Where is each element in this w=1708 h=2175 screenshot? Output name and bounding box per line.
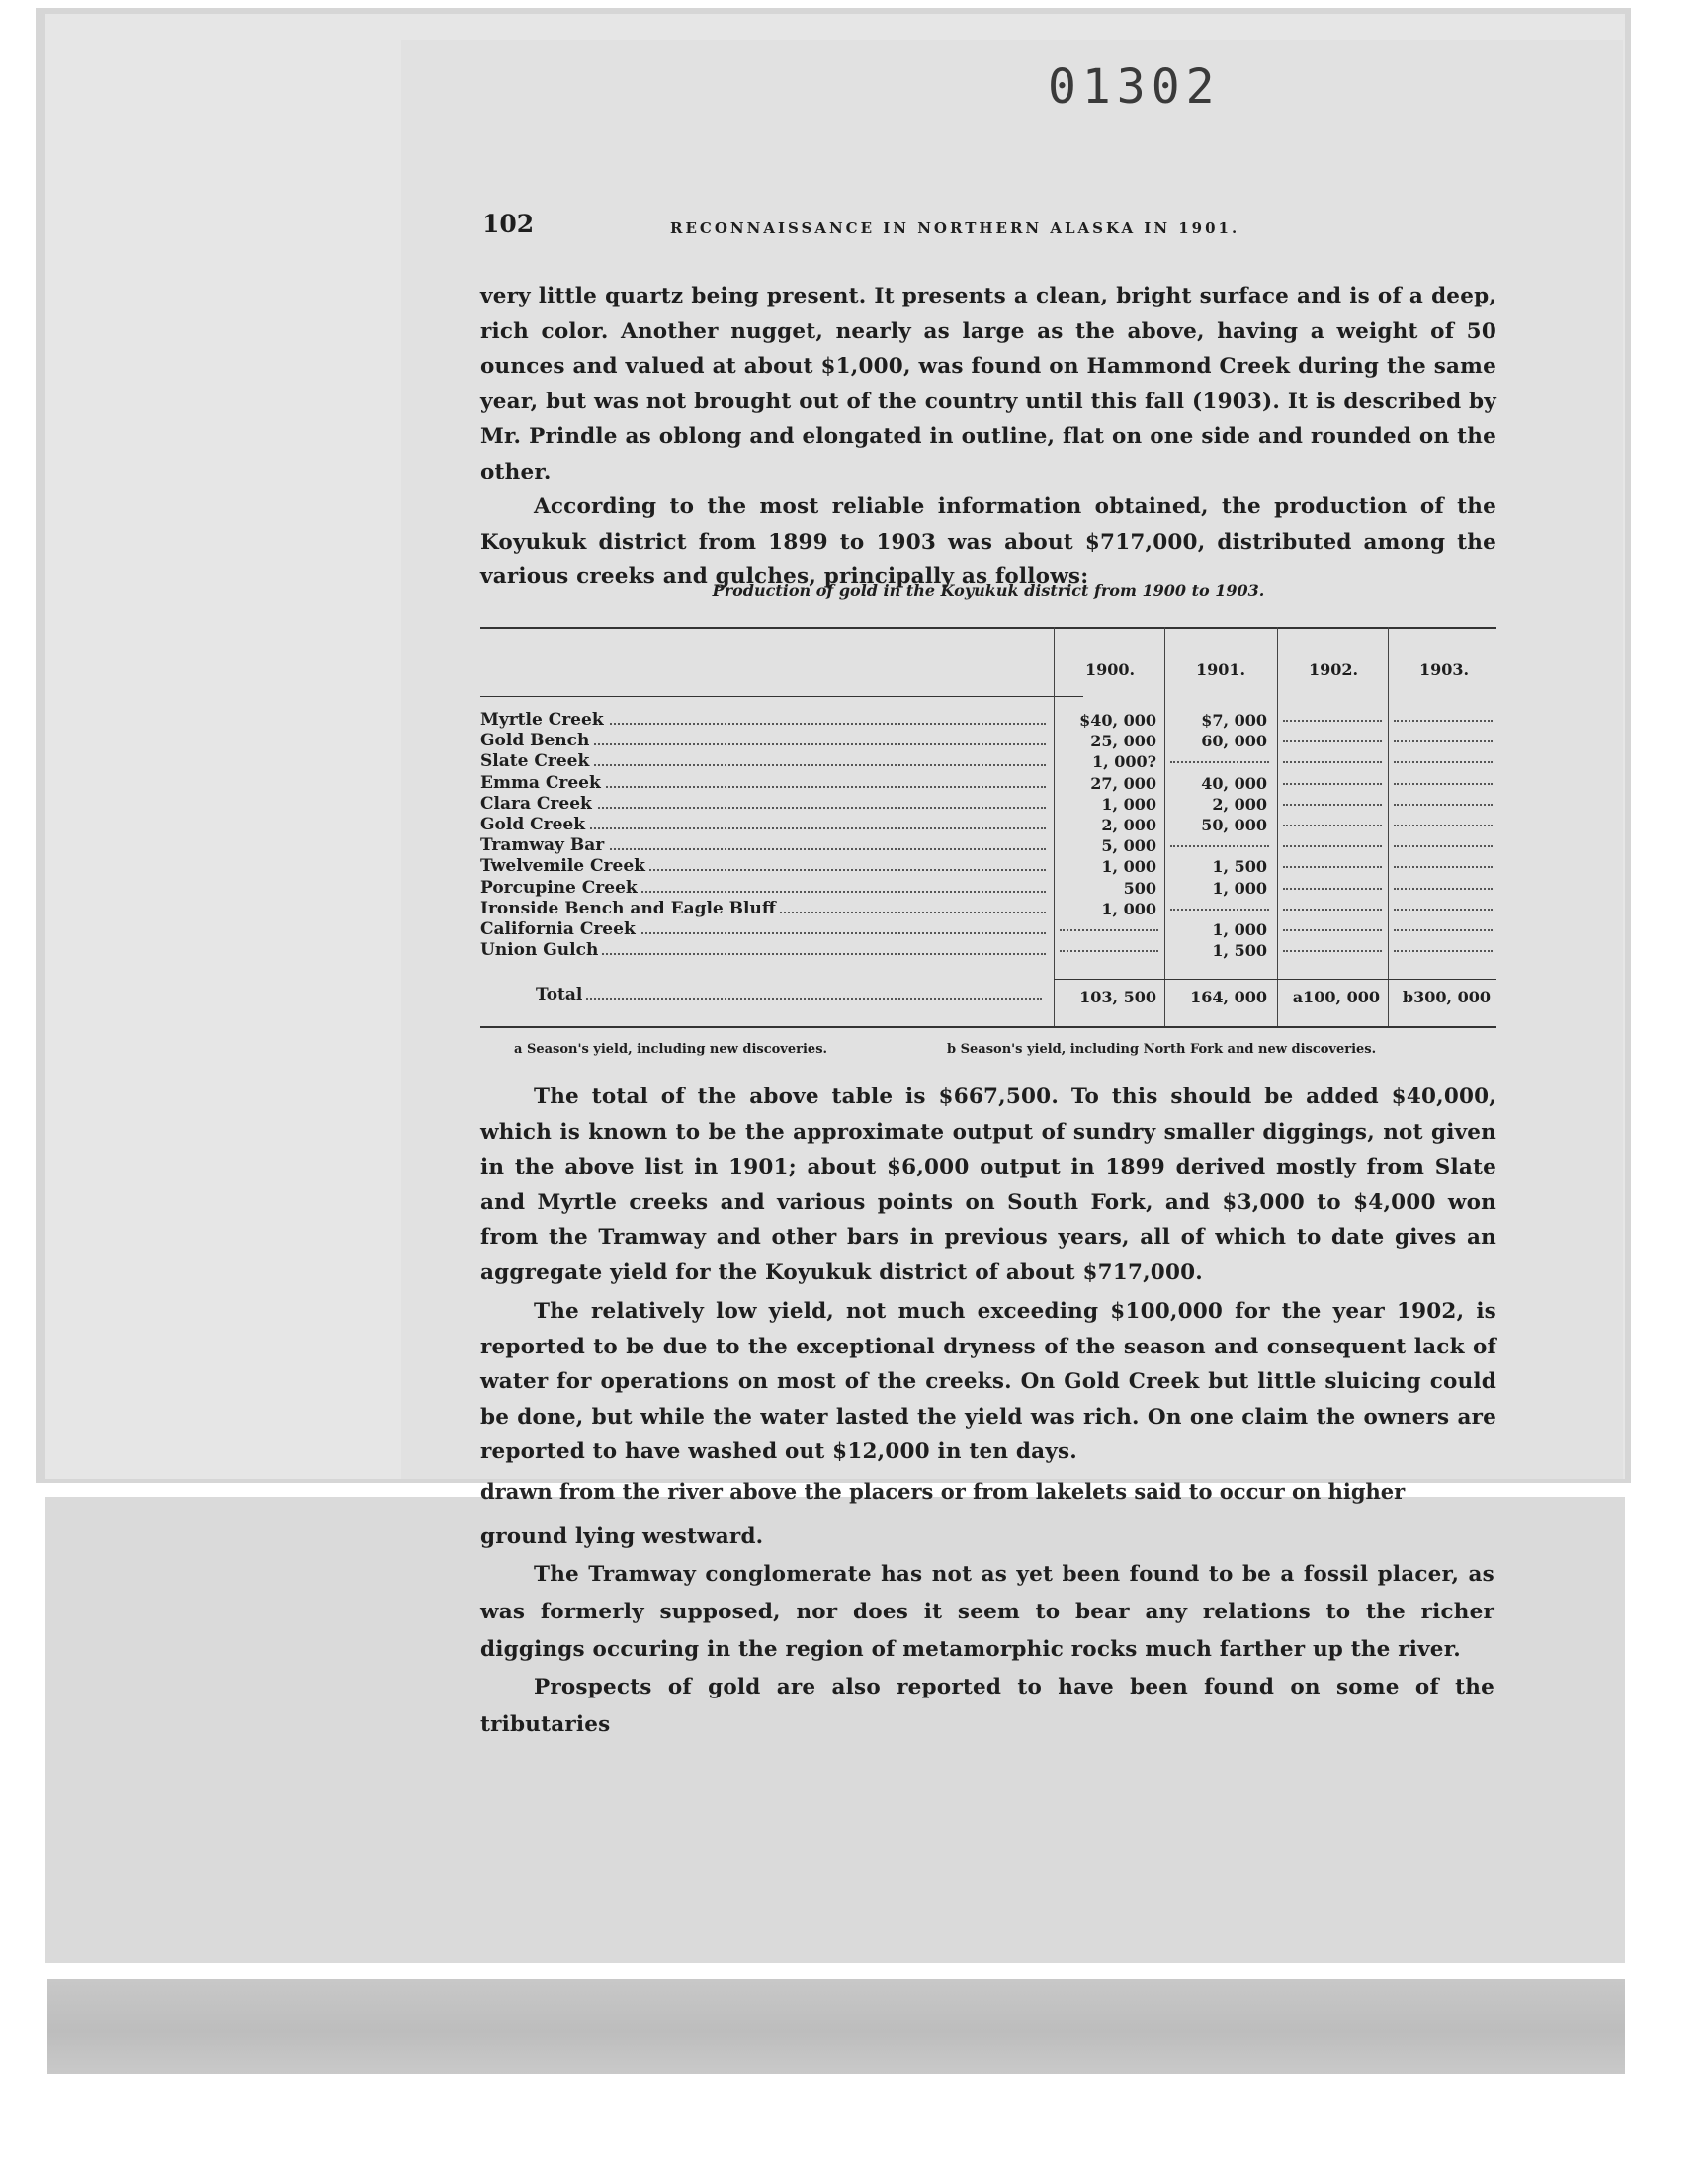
table-rule [480,1026,1496,1028]
table-cell: $40, 000 [1079,711,1156,730]
row-label-text: California Creek [480,919,640,939]
table-row-label [480,878,1054,899]
table-cell [1283,815,1382,826]
row-label-text: Emma Creek [480,773,605,793]
table-cell: 5, 000 [1101,836,1156,856]
table-cell: 1, 000 [1212,920,1267,939]
footnote-a: a Season's yield, including new discoveries. [514,1042,828,1057]
table-cell: 27, 000 [1090,773,1156,793]
table-cell: 1, 000? [1091,752,1156,772]
table-cell [1170,899,1269,911]
body-text-middle [480,1080,1496,1470]
column-header: 1902. [1308,660,1359,679]
table-row-label [480,919,1054,940]
table-cell: 2, 000 [1101,816,1156,834]
table-cell [1283,731,1382,742]
body-text-bottom [480,1519,1494,1744]
table-cell [1060,940,1158,952]
cropped-line [480,1479,1479,1513]
table-cell [1394,856,1493,868]
table-row-label [480,731,1054,751]
table-cell: 60, 000 [1201,732,1267,751]
table-row-label [480,710,1054,731]
column-header: 1901. [1195,660,1246,679]
table-cell [1283,940,1382,952]
page-edge [47,1979,1625,2074]
row-label-text: Slate Creek [480,751,593,771]
table-cell [1283,919,1382,931]
column-header: 1903. [1418,660,1470,679]
table-cell: 2, 000 [1212,794,1267,814]
row-label-text: Gold Creek [480,815,589,834]
table-cell [1283,878,1382,890]
table-cell [1394,899,1493,911]
table-cell: 1, 500 [1212,857,1267,877]
footnote-b: b Season's yield, including North Fork and new discoveries. [947,1042,1377,1057]
row-label-text: Ironside Bench and Eagle Bluff [480,899,780,918]
running-title: RECONNAISSANCE IN NORTHERN ALASKA IN 1901. [670,219,1240,237]
total-1900: 103, 500 [1079,988,1156,1006]
table-cell: 1, 000 [1101,857,1156,877]
paragraph: ground lying westward. [480,1524,764,1549]
table-cell: 1, 000 [1101,794,1156,814]
table-cell [1394,710,1493,722]
paragraph: According to the most reliable information obtained, the production of the Koyukuk district from 1899 to 1903 was about $717,000, distributed among the various creeks and gulches, principally as follows: [480,494,1496,589]
row-label-text: Clara Creek [480,794,596,814]
table-rule [480,627,1496,629]
table-row-label [480,751,1054,772]
table-row-label [480,856,1054,877]
table-caption: Production of gold in the Koyukuk district from 1900 to 1903. [712,581,1265,600]
table-row-label [480,835,1054,856]
table-cell [1394,835,1493,847]
paragraph: The relatively low yield, not much exceeding $100,000 for the year 1902, is reported to be due to the exceptional dryness of the season and consequent lack of water for operations on most of the creeks. On Gold Creek but little sluicing could be done, but while the water lasted the yield was rich. On one claim the owners are reported to have washed out $12,000 in ten days. [480,1299,1496,1464]
column-rule [1277,627,1278,1026]
table-cell: 25, 000 [1090,732,1156,751]
table-cell [1394,794,1493,806]
table-cell [1394,815,1493,826]
row-label-text: Porcupine Creek [480,878,641,898]
table-cell: 40, 000 [1201,773,1267,793]
table-cell [1394,773,1493,785]
table-cell [1394,731,1493,742]
table-row-label [480,940,1054,961]
table-cell: 500 [1123,878,1156,898]
table-cell [1283,710,1382,722]
total-1902: a100, 000 [1292,988,1380,1006]
paragraph: The total of the above table is $667,500. To this should be added $40,000, which is known to be the approximate output of sundry smaller diggings, not given in the above list in 1901; about $6,000 output in 1899 derived mostly from Slate and Myrtle creeks and various points on South Fork, and $3,000 to $4,000 won from the Tramway and other bars in previous years, all of which to date gives an aggregate yield for the Koyukuk district of about $717,000. [480,1085,1496,1285]
table-row-label [480,815,1054,835]
table-cell [1283,751,1382,763]
column-rule [1388,627,1389,1026]
cropped-line-text: drawn from the river above the placers or from lakelets said to occur on higher [480,1479,1406,1504]
table-cell [1394,878,1493,890]
row-label-text: Myrtle Creek [480,710,608,730]
table-cell: 1, 000 [1212,878,1267,898]
total-rule [1054,979,1496,980]
running-head [482,210,1496,253]
table-cell [1394,751,1493,763]
table-row-label [480,899,1054,919]
table-rule [480,696,1083,697]
table-cell [1283,899,1382,911]
archive-stamp: 01302 [1048,59,1221,115]
table-cell [1060,919,1158,931]
paragraph: Prospects of gold are also reported to have been found on some of the tributaries [480,1675,1494,1737]
column-header: 1900. [1084,660,1136,679]
table-cell [1394,940,1493,952]
total-1901: 164, 000 [1190,988,1267,1006]
table-cell [1283,835,1382,847]
table-cell: 1, 000 [1101,899,1156,918]
table-cell: 50, 000 [1201,816,1267,834]
row-label-text: Twelvemile Creek [480,856,649,876]
table-cell [1170,751,1269,763]
total-1903: b300, 000 [1402,988,1491,1006]
table-cell [1283,856,1382,868]
table-cell: $7, 000 [1201,711,1267,730]
table-cell [1283,773,1382,785]
row-label-text: Gold Bench [480,731,593,750]
row-label-text: Tramway Bar [480,835,608,855]
table-cell: 1, 500 [1212,941,1267,961]
body-text-top [480,279,1496,595]
table-cell [1394,919,1493,931]
row-label-text: Union Gulch [480,940,602,960]
table-cell [1283,794,1382,806]
table-cell [1170,835,1269,847]
paragraph: The Tramway conglomerate has not as yet been found to be a fossil placer, as was formerly supposed, nor does it seem to bear any relations to the richer diggings occuring in the region of metamorphic rocks much farther up the river. [480,1562,1494,1662]
gold-production-table [480,627,1496,1026]
page-number: 102 [482,210,535,238]
table-row-label [480,773,1054,794]
total-label [536,985,1050,1005]
table-row-label [480,794,1054,815]
scan-gap [0,1965,1708,1973]
paragraph: very little quartz being present. It presents a clean, bright surface and is of a deep, rich color. Another nugget, nearly as large as the above, having a weight of 50 ounces and valued at about $1,000, was found on Hammond Creek during the same year, but was not brought out of the country until this fall (1903). It is described by Mr. Prindle as oblong and elongated in outline, flat on one side and rounded on the other. [480,284,1496,484]
total-label-text: Total [536,985,586,1004]
